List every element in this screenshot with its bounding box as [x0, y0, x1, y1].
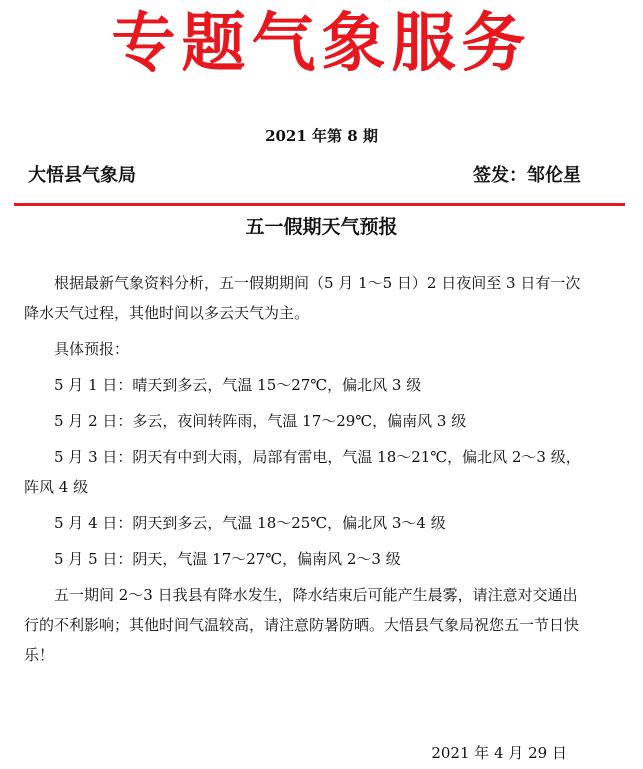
issue-number: 2021 年第 8 期 — [265, 127, 378, 145]
forecast-day-3: 5 月 3 日：阴天有中到大雨，局部有雷电，气温 18～21℃，偏北风 2～3 级，阵风 4 级 — [24, 448, 581, 496]
forecast-day-5: 5 月 5 日：阴天，气温 17～27℃，偏南风 2～3 级 — [54, 550, 401, 568]
masthead-title: 专题气象服务 — [111, 7, 532, 81]
intro-paragraph: 根据最新气象资料分析，五一假期期间（5 月 1～5 日）2 日夜间至 3 日有一次降水天气过程，其他时间以多云天气为主。 — [24, 274, 581, 322]
forecast-heading: 具体预报： — [54, 340, 130, 358]
forecast-day-1: 5 月 1 日：晴天到多云，气温 15～27℃，偏北风 3 级 — [54, 376, 422, 394]
signer-label: 签发：邹伦星 — [473, 165, 581, 186]
advice-paragraph: 五一期间 2～3 日我县有降水发生，降水结束后可能产生晨雾，请注意对交通出行的不利影响；其他时间气温较高，请注意防暑防晒。大悟县气象局祝您五一节日快乐！ — [24, 586, 580, 664]
forecast-day-2: 5 月 2 日：多云，夜间转阵雨，气温 17～29℃，偏南风 3 级 — [54, 412, 467, 430]
document-title: 五一假期天气预报 — [245, 216, 398, 238]
red-divider — [14, 203, 625, 206]
forecast-day-4: 5 月 4 日：阴天到多云，气温 18～25℃，偏北风 3～4 级 — [54, 514, 446, 532]
forecast-body — [24, 268, 584, 676]
organization-name: 大悟县气象局 — [28, 165, 136, 186]
issue-date: 2021 年 4 月 29 日 — [431, 744, 567, 762]
